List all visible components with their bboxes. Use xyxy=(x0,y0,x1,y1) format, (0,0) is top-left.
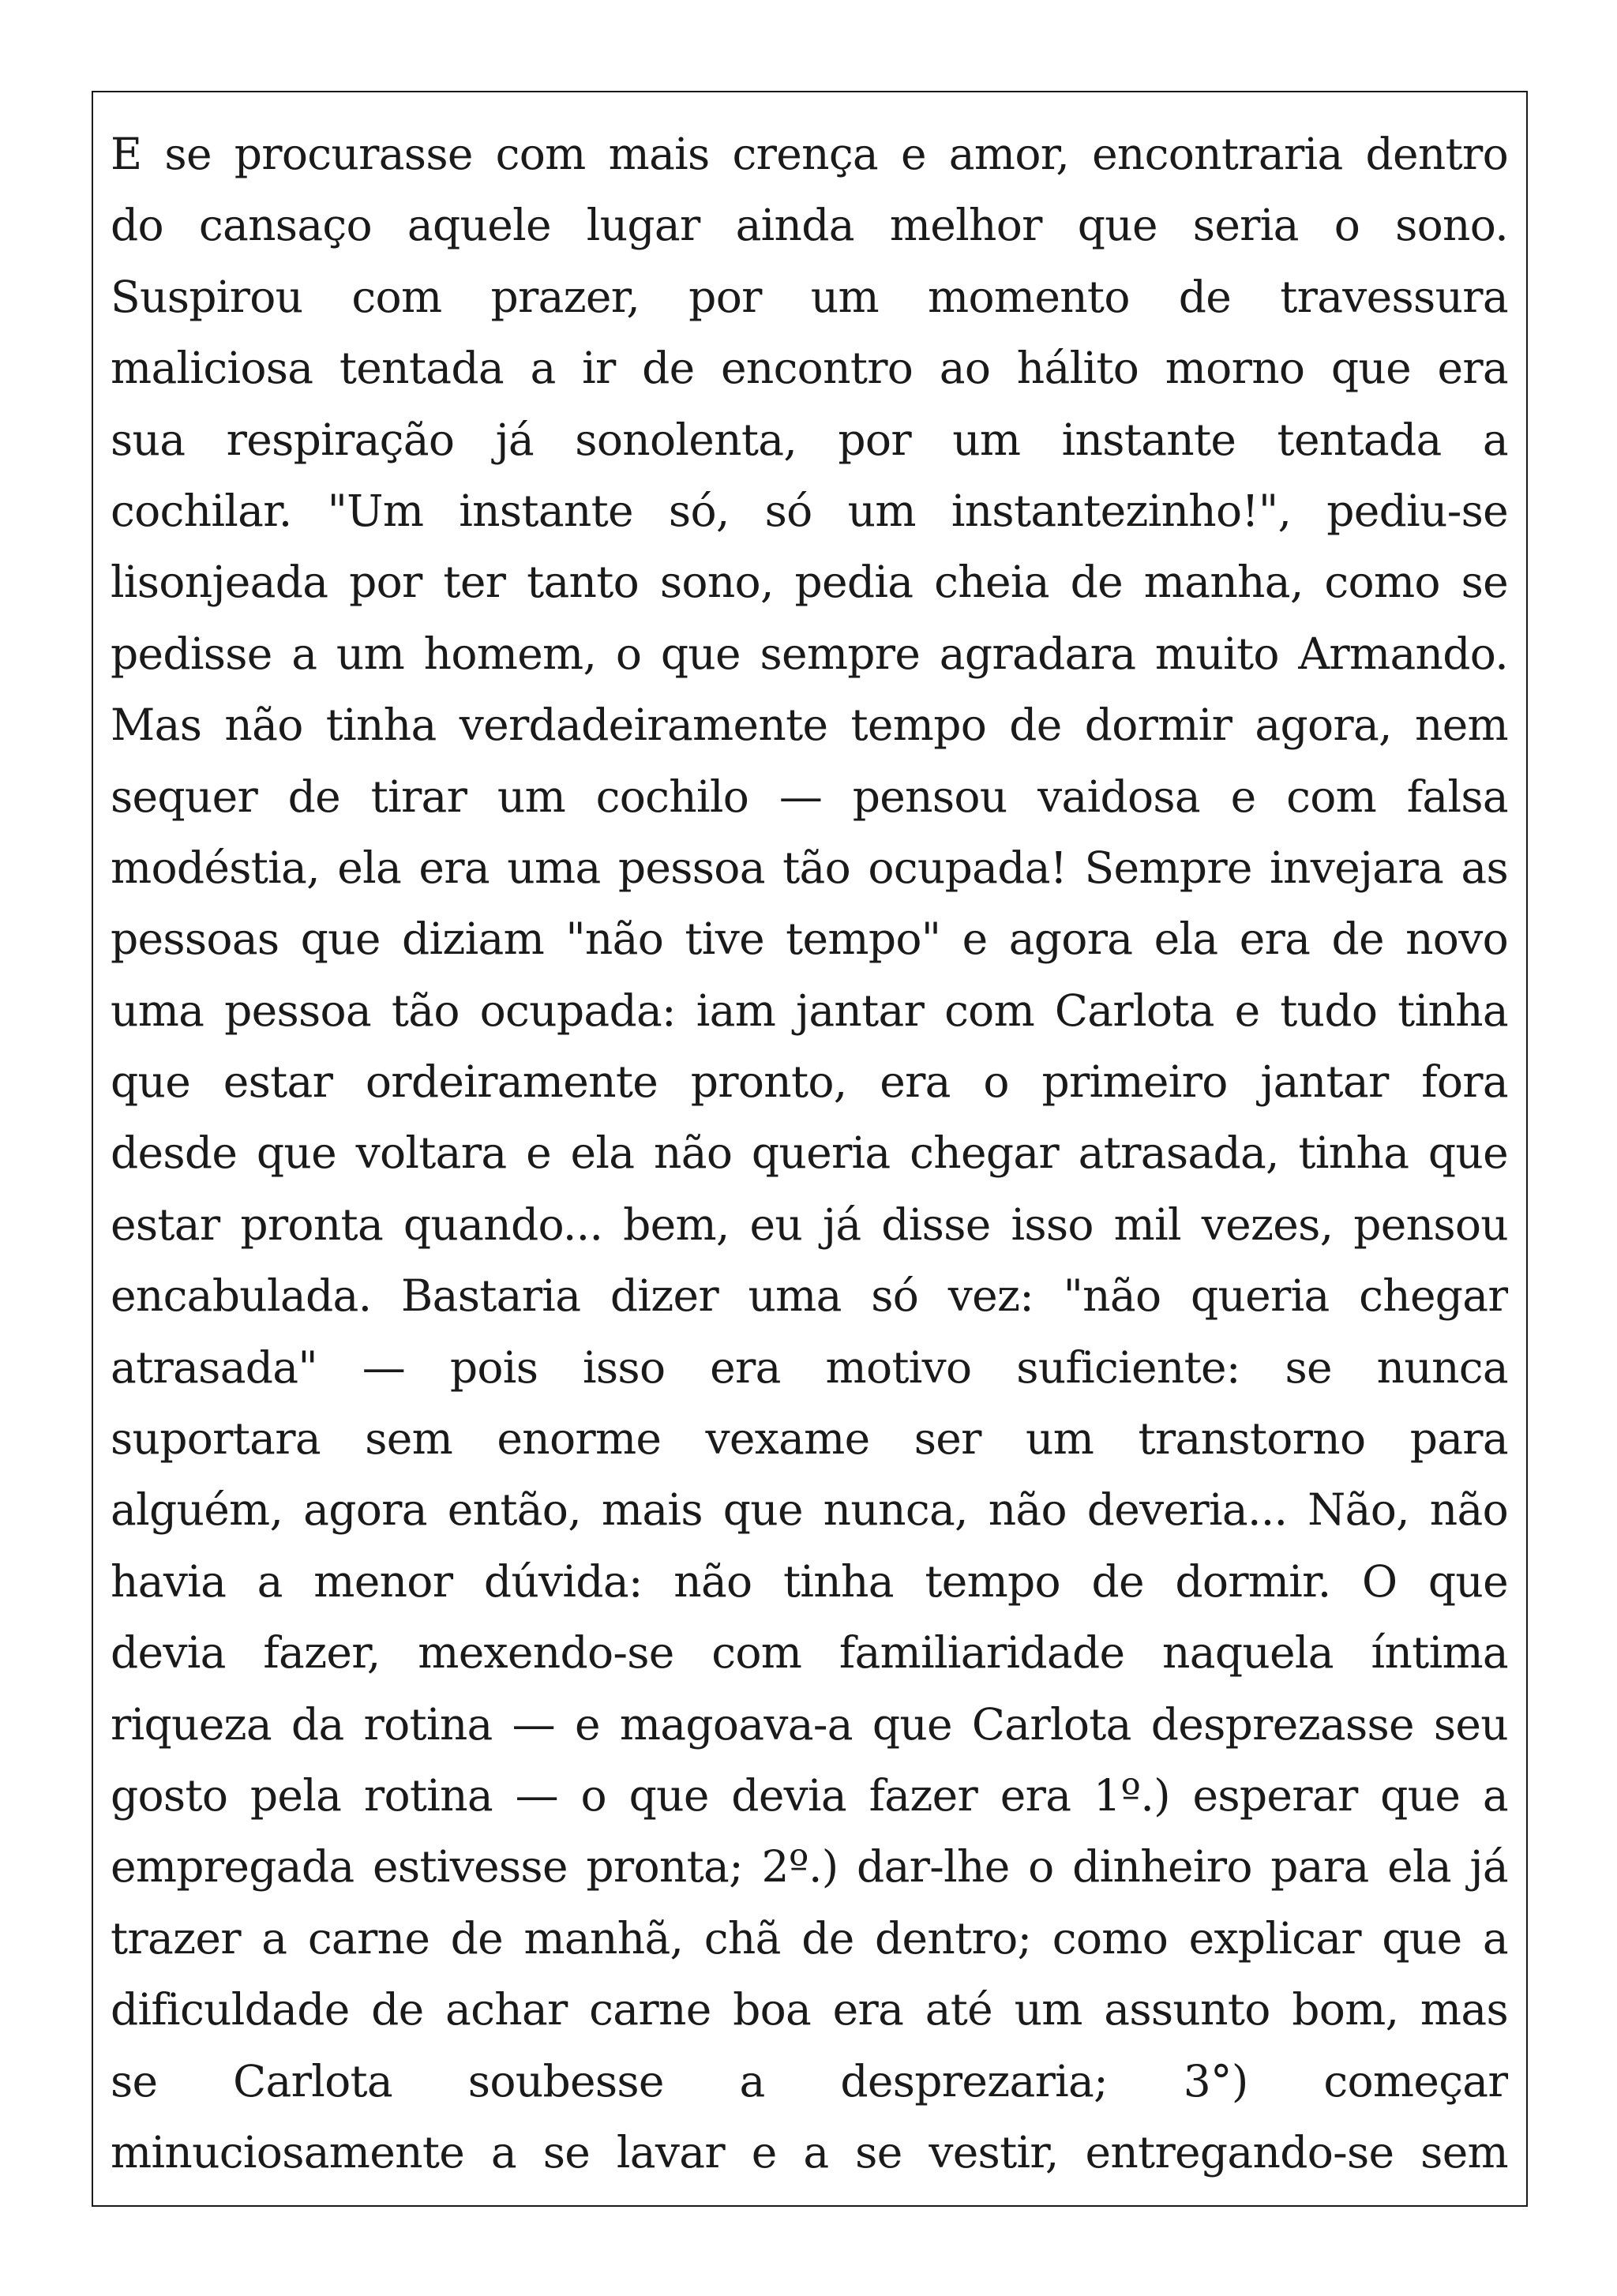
text-line: maliciosa tentada a ir de encontro ao hálito morno que era xyxy=(111,343,1508,394)
text-line: havia a menor dúvida: não tinha tempo de dormir. O que xyxy=(111,1555,1508,1607)
text-line: pessoas que diziam "não tive tempo" e agora ela era de novo xyxy=(111,914,1508,965)
text-line: Mas não tinha verdadeiramente tempo de dormir agora, nem xyxy=(111,700,1508,751)
text-line: lisonjeada por ter tanto sono, pedia cheia de manha, como se xyxy=(111,557,1508,608)
text-line: se Carlota soubesse a desprezaria; 3°) começar xyxy=(111,2055,1508,2107)
text-line: modéstia, ela era uma pessoa tão ocupada! Sempre invejara as xyxy=(111,842,1508,893)
text-line: sequer de tirar um cochilo — pensou vaidosa e com falsa xyxy=(111,771,1508,822)
text-line: suportara sem enorme vexame ser um transtorno para xyxy=(111,1413,1508,1465)
text-line: uma pessoa tão ocupada: iam jantar com Carlota e tudo tinha xyxy=(111,985,1508,1036)
text-line: atrasada" — pois isso era motivo suficiente: se nunca xyxy=(111,1341,1508,1393)
body-text xyxy=(111,118,1508,2188)
text-line: encabulada. Bastaria dizer uma só vez: "não queria chegar xyxy=(111,1270,1508,1322)
text-line: alguém, agora então, mais que nunca, não deveria... Não, não xyxy=(111,1484,1508,1536)
text-line: cochilar. "Um instante só, só um instantezinho!", pediu-se xyxy=(111,485,1508,536)
text-line: Suspirou com prazer, por um momento de travessura xyxy=(111,271,1508,322)
text-line: riqueza da rotina — e magoava-a que Carlota desprezasse seu xyxy=(111,1698,1508,1750)
text-line: estar pronta quando... bem, eu já disse isso mil vezes, pensou xyxy=(111,1199,1508,1250)
text-line: do cansaço aquele lugar ainda melhor que seria o sono. xyxy=(111,200,1508,251)
text-line: desde que voltara e ela não queria chegar atrasada, tinha que xyxy=(111,1127,1508,1179)
text-line: sua respiração já sonolenta, por um instante tentada a xyxy=(111,414,1508,465)
text-line: E se procurasse com mais crença e amor, encontraria dentro xyxy=(111,129,1508,179)
text-line: trazer a carne de manhã, chã de dentro; como explicar que a xyxy=(111,1912,1508,1964)
text-line: minuciosamente a se lavar e a se vestir, entregando-se sem xyxy=(111,2126,1508,2178)
text-line: dificuldade de achar carne boa era até um assunto bom, mas xyxy=(111,1984,1508,2035)
text-line: pedisse a um homem, o que sempre agradara muito Armando. xyxy=(111,628,1508,679)
text-line: que estar ordeiramente pronto, era o primeiro jantar fora xyxy=(111,1056,1508,1108)
text-line: empregada estivesse pronta; 2º.) dar-lhe o dinheiro para ela já xyxy=(111,1841,1508,1893)
text-line: devia fazer, mexendo-se com familiaridade naquela íntima xyxy=(111,1627,1508,1679)
text-line: gosto pela rotina — o que devia fazer era 1º.) esperar que a xyxy=(111,1769,1508,1821)
